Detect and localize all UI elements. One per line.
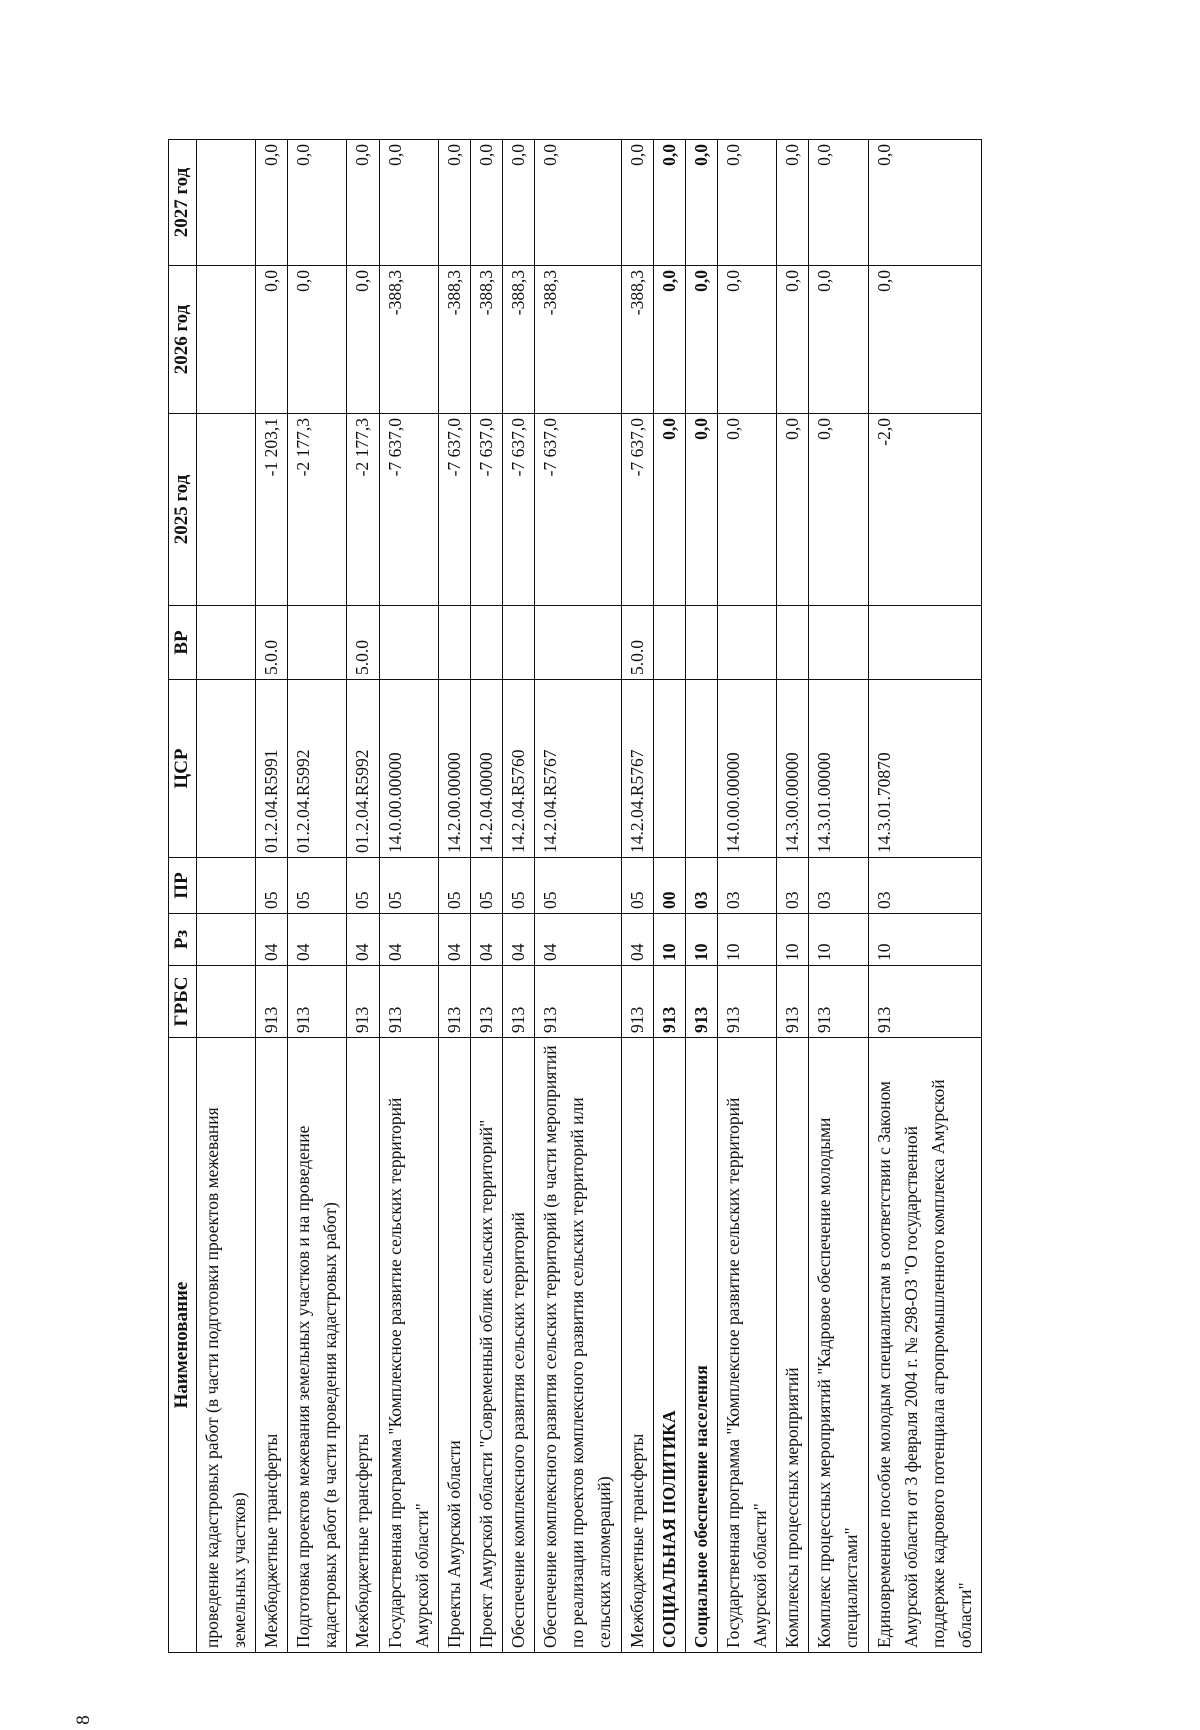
- cell-grbs: 913: [256, 966, 288, 1038]
- table-row: [653, 140, 685, 1653]
- cell-rz: 10: [653, 914, 685, 966]
- cell-name: проведение кадастровых работ (в части подготовки проектов межевания земельных участков): [196, 1038, 255, 1653]
- cell-pr: 05: [621, 858, 653, 914]
- header-2025: 2025 год: [169, 414, 197, 606]
- cell-2025: -2,0: [868, 414, 982, 606]
- cell-csr: 14.2.04.00000: [470, 680, 502, 858]
- cell-pr: 03: [809, 858, 868, 914]
- table-row: [379, 140, 438, 1653]
- cell-2027: 0,0: [379, 140, 438, 266]
- cell-vr: [717, 606, 776, 680]
- cell-name: Государственная программа "Комплексное развитие сельских территорий Амурской области": [379, 1038, 438, 1653]
- cell-csr: 14.2.04.R5767: [535, 680, 621, 858]
- header-pr: ПР: [169, 858, 197, 914]
- table-row: [196, 140, 255, 1653]
- cell-2026: -388,3: [438, 266, 470, 414]
- cell-name: Комплекс процессных мероприятий "Кадровое обеспечение молодыми специалистами": [809, 1038, 868, 1653]
- cell-grbs: 913: [347, 966, 379, 1038]
- cell-pr: 05: [288, 858, 347, 914]
- cell-2025: 0,0: [809, 414, 868, 606]
- header-name: Наименование: [169, 1038, 197, 1653]
- cell-2025: 0,0: [685, 414, 717, 606]
- cell-2026: 0,0: [685, 266, 717, 414]
- cell-name: Социальное обеспечение населения: [685, 1038, 717, 1653]
- cell-csr: 14.0.00.00000: [717, 680, 776, 858]
- cell-2027: 0,0: [717, 140, 776, 266]
- header-csr: ЦСР: [169, 680, 197, 858]
- cell-csr: 14.0.00.00000: [379, 680, 438, 858]
- cell-pr: 05: [535, 858, 621, 914]
- cell-2026: 0,0: [777, 266, 809, 414]
- table-row: [438, 140, 470, 1653]
- cell-grbs: 913: [438, 966, 470, 1038]
- cell-rz: 04: [503, 914, 535, 966]
- cell-csr: 14.2.04.R5760: [503, 680, 535, 858]
- cell-grbs: 913: [777, 966, 809, 1038]
- cell-vr: [470, 606, 502, 680]
- cell-name: Обеспечение комплексного развития сельских территорий: [503, 1038, 535, 1653]
- cell-rz: 04: [438, 914, 470, 966]
- table-row: [717, 140, 776, 1653]
- cell-name: Межбюджетные трансферты: [347, 1038, 379, 1653]
- cell-pr: 03: [777, 858, 809, 914]
- cell-csr: 01.2.04.R5992: [288, 680, 347, 858]
- table-row: [621, 140, 653, 1653]
- table-row: [256, 140, 288, 1653]
- cell-rz: 04: [379, 914, 438, 966]
- cell-csr: 14.2.00.00000: [438, 680, 470, 858]
- cell-rz: 10: [717, 914, 776, 966]
- cell-2027: 0,0: [777, 140, 809, 266]
- cell-2025: -7 637,0: [438, 414, 470, 606]
- cell-grbs: 913: [809, 966, 868, 1038]
- header-2027: 2027 год: [169, 140, 197, 266]
- cell-rz: 04: [470, 914, 502, 966]
- cell-name: Межбюджетные трансферты: [621, 1038, 653, 1653]
- cell-2026: -388,3: [535, 266, 621, 414]
- cell-name: Государственная программа "Комплексное развитие сельских территорий Амурской области": [717, 1038, 776, 1653]
- cell-grbs: 913: [379, 966, 438, 1038]
- cell-csr: 14.2.04.R5767: [621, 680, 653, 858]
- cell-2026: [196, 266, 255, 414]
- table-row: [470, 140, 502, 1653]
- cell-vr: [438, 606, 470, 680]
- cell-csr: 14.3.01.70870: [868, 680, 982, 858]
- table-row: [777, 140, 809, 1653]
- cell-vr: [196, 606, 255, 680]
- cell-name: СОЦИАЛЬНАЯ ПОЛИТИКА: [653, 1038, 685, 1653]
- cell-2026: -388,3: [470, 266, 502, 414]
- cell-2025: 0,0: [717, 414, 776, 606]
- cell-rz: 10: [777, 914, 809, 966]
- cell-vr: 5.0.0: [347, 606, 379, 680]
- cell-csr: [196, 680, 255, 858]
- table-header-row: [169, 140, 197, 1653]
- table-row: [347, 140, 379, 1653]
- cell-rz: 04: [535, 914, 621, 966]
- header-grbs: ГРБС: [169, 966, 197, 1038]
- cell-2027: 0,0: [256, 140, 288, 266]
- cell-2025: 0,0: [653, 414, 685, 606]
- cell-vr: 5.0.0: [256, 606, 288, 680]
- cell-pr: 03: [868, 858, 982, 914]
- cell-2027: 0,0: [438, 140, 470, 266]
- cell-grbs: 913: [653, 966, 685, 1038]
- cell-2026: 0,0: [868, 266, 982, 414]
- cell-pr: 03: [717, 858, 776, 914]
- cell-pr: 05: [256, 858, 288, 914]
- cell-name: Проекты Амурской области: [438, 1038, 470, 1653]
- cell-vr: [685, 606, 717, 680]
- table-row: [809, 140, 868, 1653]
- cell-rz: 04: [288, 914, 347, 966]
- cell-2027: 0,0: [470, 140, 502, 266]
- cell-name: Комплексы процессных мероприятий: [777, 1038, 809, 1653]
- cell-grbs: 913: [621, 966, 653, 1038]
- page-number: 8: [73, 1715, 94, 1725]
- header-rz: Рз: [169, 914, 197, 966]
- cell-csr: 14.3.01.00000: [809, 680, 868, 858]
- cell-name: Проект Амурской области "Современный облик сельских территорий": [470, 1038, 502, 1653]
- cell-vr: [809, 606, 868, 680]
- cell-2026: 0,0: [256, 266, 288, 414]
- cell-vr: [379, 606, 438, 680]
- cell-2027: 0,0: [288, 140, 347, 266]
- cell-rz: 04: [347, 914, 379, 966]
- cell-vr: [653, 606, 685, 680]
- cell-csr: [685, 680, 717, 858]
- cell-2025: -7 637,0: [621, 414, 653, 606]
- cell-2027: 0,0: [535, 140, 621, 266]
- table-row: [503, 140, 535, 1653]
- cell-rz: 10: [809, 914, 868, 966]
- cell-vr: 5.0.0: [621, 606, 653, 680]
- cell-grbs: 913: [535, 966, 621, 1038]
- cell-vr: [868, 606, 982, 680]
- cell-grbs: 913: [868, 966, 982, 1038]
- cell-2025: [196, 414, 255, 606]
- cell-2026: 0,0: [809, 266, 868, 414]
- cell-grbs: 913: [470, 966, 502, 1038]
- cell-2027: 0,0: [347, 140, 379, 266]
- cell-2027: 0,0: [685, 140, 717, 266]
- cell-vr: [288, 606, 347, 680]
- cell-2025: 0,0: [777, 414, 809, 606]
- cell-pr: 05: [503, 858, 535, 914]
- cell-2025: -7 637,0: [470, 414, 502, 606]
- cell-2026: 0,0: [347, 266, 379, 414]
- cell-2025: -1 203,1: [256, 414, 288, 606]
- table-row: [535, 140, 621, 1653]
- cell-2027: 0,0: [621, 140, 653, 266]
- cell-2025: -7 637,0: [535, 414, 621, 606]
- cell-2027: 0,0: [653, 140, 685, 266]
- budget-table: [168, 139, 982, 1653]
- cell-grbs: 913: [503, 966, 535, 1038]
- rotated-table-container: [168, 140, 975, 1653]
- cell-csr: 01.2.04.R5992: [347, 680, 379, 858]
- cell-pr: 05: [470, 858, 502, 914]
- cell-2025: -7 637,0: [379, 414, 438, 606]
- cell-name: Подготовка проектов межевания земельных участков и на проведение кадастровых работ (в части проведения кадастровых работ): [288, 1038, 347, 1653]
- cell-pr: 03: [685, 858, 717, 914]
- cell-vr: [535, 606, 621, 680]
- cell-rz: 10: [868, 914, 982, 966]
- table-row: [868, 140, 982, 1653]
- cell-csr: [653, 680, 685, 858]
- cell-rz: [196, 914, 255, 966]
- cell-pr: 05: [347, 858, 379, 914]
- cell-vr: [503, 606, 535, 680]
- table-body: [196, 140, 981, 1653]
- cell-2027: 0,0: [868, 140, 982, 266]
- cell-name: Обеспечение комплексного развития сельских территорий (в части мероприятий по реализации проектов комплексного развития сельских территорий или сельских агломераций): [535, 1038, 621, 1653]
- cell-2025: -7 637,0: [503, 414, 535, 606]
- cell-2027: [196, 140, 255, 266]
- cell-2025: -2 177,3: [347, 414, 379, 606]
- cell-2026: 0,0: [717, 266, 776, 414]
- cell-rz: 10: [685, 914, 717, 966]
- cell-rz: 04: [621, 914, 653, 966]
- cell-grbs: 913: [685, 966, 717, 1038]
- cell-grbs: 913: [717, 966, 776, 1038]
- cell-pr: 05: [438, 858, 470, 914]
- cell-2025: -2 177,3: [288, 414, 347, 606]
- cell-2026: 0,0: [288, 266, 347, 414]
- cell-2027: 0,0: [503, 140, 535, 266]
- cell-pr: [196, 858, 255, 914]
- table-row: [685, 140, 717, 1653]
- cell-2027: 0,0: [809, 140, 868, 266]
- cell-pr: 05: [379, 858, 438, 914]
- cell-pr: 00: [653, 858, 685, 914]
- cell-2026: -388,3: [621, 266, 653, 414]
- cell-vr: [777, 606, 809, 680]
- cell-name: Межбюджетные трансферты: [256, 1038, 288, 1653]
- header-vr: ВР: [169, 606, 197, 680]
- cell-csr: 01.2.04.R5991: [256, 680, 288, 858]
- header-2026: 2026 год: [169, 266, 197, 414]
- cell-csr: 14.3.00.00000: [777, 680, 809, 858]
- cell-grbs: [196, 966, 255, 1038]
- cell-name: Единовременное пособие молодым специалистам в соответствии с Законом Амурской области от 3 февраля 2004 г. № 298-ОЗ "О государственной поддержке кадрового потенциала агропромышленного комплекса Амурской области": [868, 1038, 982, 1653]
- cell-2026: -388,3: [379, 266, 438, 414]
- table-row: [288, 140, 347, 1653]
- cell-grbs: 913: [288, 966, 347, 1038]
- cell-2026: 0,0: [653, 266, 685, 414]
- cell-rz: 04: [256, 914, 288, 966]
- cell-2026: -388,3: [503, 266, 535, 414]
